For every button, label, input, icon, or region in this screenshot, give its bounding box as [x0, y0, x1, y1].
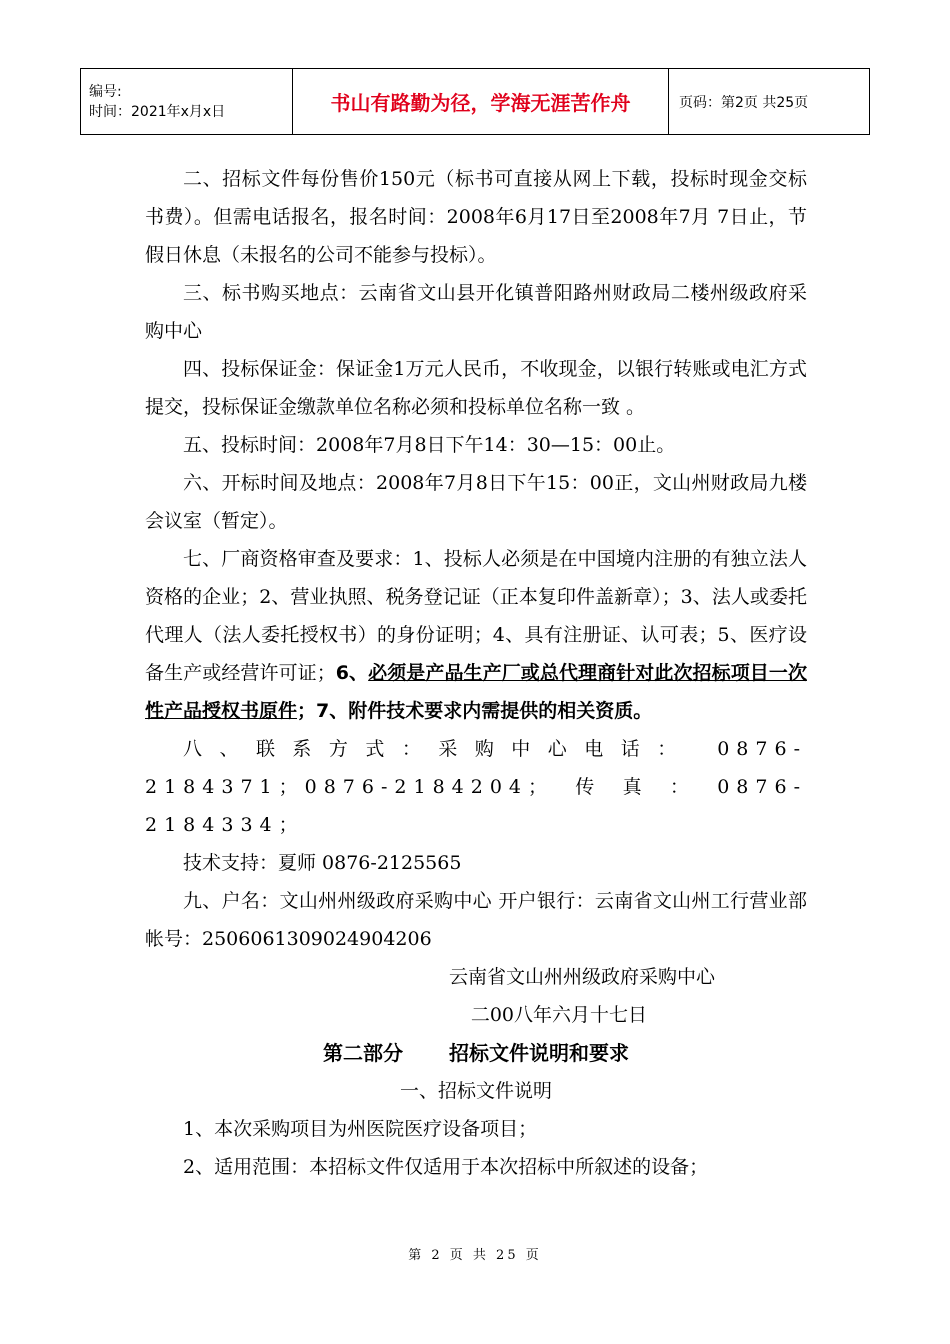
qualification-bold-prefix: 6、	[335, 662, 369, 684]
paragraph-bid-time: 五、投标时间：2008年7月8日下午14：30—15：00止。	[183, 434, 676, 456]
part2-title-number: 第二部分	[323, 1041, 403, 1065]
paragraph-purchase-location: 三、标书购买地点：云南省文山县开化镇普阳路州财政局二楼州级政府采购中心	[145, 282, 807, 342]
header-motto: 书山有路勤为径，学海无涯苦作舟	[293, 69, 669, 135]
header-meta	[81, 69, 293, 135]
section-heading: 一、招标文件说明	[399, 1080, 552, 1102]
page-footer: 第 2 页 共 25 页	[408, 1248, 542, 1263]
list-item: 2、适用范围：本招标文件仅适用于本次招标中所叙述的设备；	[183, 1156, 709, 1178]
paragraph-sale-price: 二、招标文件每份售价150元（标书可直接从网上下载，投标时现金交标书费）。但需电话报名，报名时间：2008年6月17日至2008年7月 7日止，节假日休息（未报名的公司不能参与投标）。	[145, 168, 807, 266]
paragraph-account: 九、户名：文山州州级政府采购中心 开户银行：云南省文山州工行营业部 帐号：2506061309024904206	[145, 890, 807, 950]
paragraph-tech-support: 技术支持：夏师 0876-2125565	[183, 852, 462, 874]
qualification-bold-suffix: ；7、附件技术要求内需提供的相关资质。	[297, 700, 653, 722]
paragraph-opening-time: 六、开标时间及地点：2008年7月8日下午15：00正，文山州财政局九楼会议室（暂定）。	[145, 472, 807, 532]
paragraph-qualification	[145, 540, 807, 730]
signature-org: 云南省文山州州级政府采购中心	[448, 966, 715, 988]
paragraph-bid-bond: 四、投标保证金：保证金1万元人民币，不收现金，以银行转账或电汇方式提交，投标保证金缴款单位名称必须和投标单位名称一致 。	[145, 358, 807, 418]
part2-title-text: 招标文件说明和要求	[449, 1041, 629, 1065]
paragraph-contact: 八、联系方式：采购中心电话： 0876-2184371；0876-2184204；传真：0876-2184334；	[145, 738, 807, 836]
signature-date: 二00八年六月十七日	[470, 1004, 647, 1026]
document-body	[145, 160, 807, 1186]
time-label: 时间：2021年x月x日	[89, 103, 226, 120]
qualification-bold-underlined: 必须是产品生产厂或总代理商针对此次招标项目一次性产品授权书原件	[145, 662, 807, 722]
qualification-text: 七、厂商资格审查及要求：1、投标人必须是在中国境内注册的有独立法人资格的企业；2、营业执照、税务登记证（正本复印件盖新章）；3、法人或委托代理人（法人委托授权书）的身份证明；4、具有注册证、认可表；5、医疗设备生产或经营许可证；	[145, 548, 807, 684]
list-item: 1、本次采购项目为州医院医疗设备项目；	[183, 1118, 538, 1140]
number-label: 编号:	[89, 83, 122, 100]
header-page-info: 页码：第2页 共25页	[669, 69, 870, 135]
page-header	[80, 68, 870, 135]
part2-title	[145, 1034, 807, 1072]
